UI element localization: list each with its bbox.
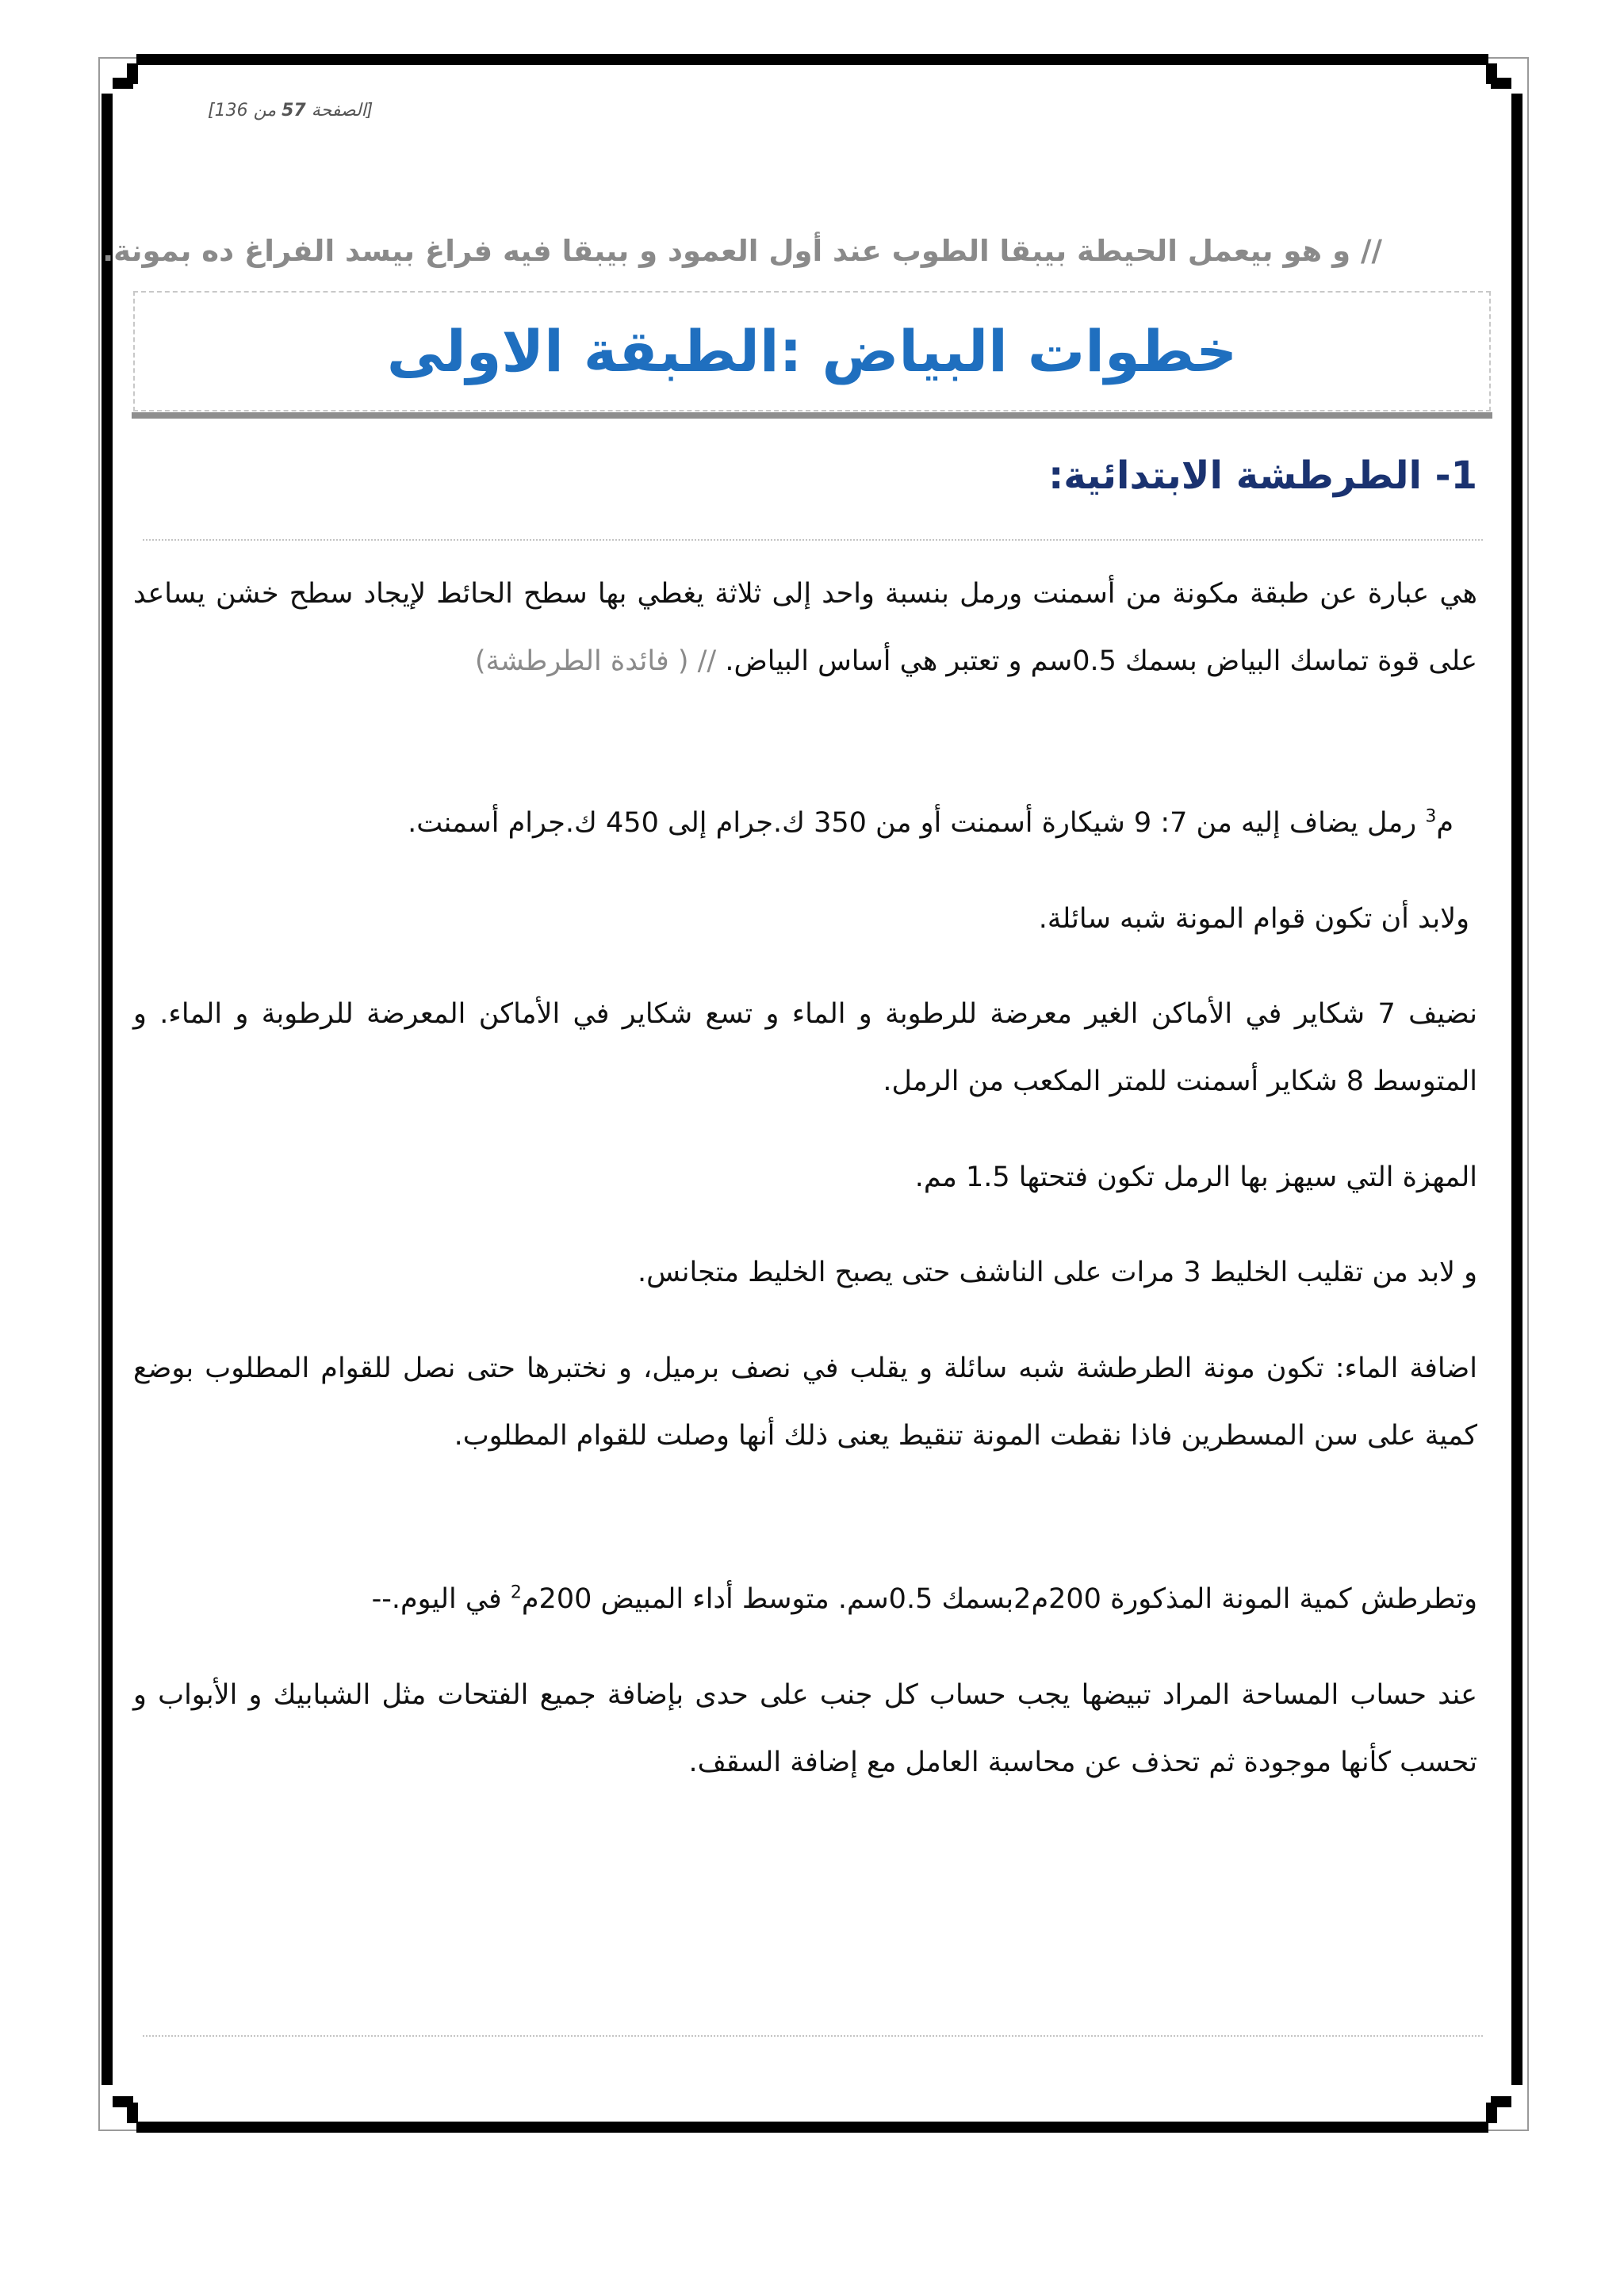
paragraph-mixing: و لابد من تقليب الخليط 3 مرات على الناشف حتى يصبح الخليط متجانس. [637,1257,1477,1288]
mix-exponent: 3 [1425,806,1437,827]
paragraph-mix-ratio [109,790,1454,857]
paragraph-bag-count: نضيف 7 شكاير في الأماكن الغير معرضة للرطوبة و الماء و تسع شكاير في الأماكن المعرضة للرطوبة و الماء. و المتوسط 8 شكاير أسمنت للمتر المكعب من الرمل. [133,998,1477,1097]
page-header-suffix: ] [208,101,215,121]
corner-ornament-tl-2 [113,78,133,89]
paragraph-adding-water: اضافة الماء: تكون مونة الطرطشة شبه سائلة و يقلب في نصف برميل، و نختبرها حتى نصل للقوام المطلوب بوضع كمية على سن المسطرين فاذا نقطت المونة تنقيط يعنى ذلك أنها وصلت للقوام المطلوب. [133,1353,1477,1452]
paragraph-area-calculation: عند حساب المساحة المراد تبيضها يجب حساب كل جنب على حدى بإضافة جميع الفتحات مثل الشبابيك و الأبواب و تحسب كأنها موجودة ثم تحذف عن محاسبة العامل مع إضافة السقف. [133,1679,1477,1778]
total-pages: 136 [214,101,248,121]
page-number-header [208,101,398,121]
page-header-middle: من [247,101,282,121]
page-title: خطوات البياض :الطبقة الاولى [386,318,1238,385]
corner-ornament-tr-2 [1491,78,1511,89]
page-number: 57 [282,101,306,121]
definition-text: هي عبارة عن طبقة مكونة من أسمنت ورمل بنسبة واحد إلى ثلاثة يغطي بها سطح الحائط لإيجاد سطح خشن يساعد على قوة تماسك البياض بسمك 0.5سم و تعتبر هي أساس البياض. [133,578,1477,677]
corner-ornament-br-2 [1491,2096,1511,2107]
title-box [133,291,1491,411]
output-exponent: 2 [510,1582,522,1603]
paragraph-sieve: المهزة التي سيهز بها الرمل تكون فتحتها 1.5 مم. [914,1161,1477,1193]
page-header-prefix: [الصفحة [305,101,373,121]
paragraph-consistency: ولابد أن تكون قوام المونة شبه سائلة. [1038,903,1469,935]
section-divider [143,539,1483,541]
definition-note: // ( فائدة الطرطشة) [474,645,726,677]
title-underline [132,412,1492,419]
section-heading: 1- الطرطشة الابتدائية: [1048,453,1477,498]
corner-ornament-bl-2 [113,2096,133,2107]
page-border-bottom [136,2122,1488,2133]
footer-divider [143,2035,1483,2037]
mix-text: رمل يضاف إليه من 7: 9 شيكارة أسمنت أو من 350 ك.جرام إلى 450 ك.جرام أسمنت. [408,807,1426,839]
page-border-top [136,54,1488,65]
output-text-end: في اليوم.-- [371,1583,511,1615]
intro-note: // و هو بيعمل الحيطة بيبقا الطوب عند أول العمود و بيبقا فيه فراغ بيسد الفراغ ده بمونة. [102,234,1382,268]
output-text-start: وتطرطش كمية المونة المذكورة 200م2بسمك 0.5سم. متوسط أداء المبيض 200م [521,1583,1477,1615]
paragraph-definition [133,561,1477,695]
page-border-left [102,94,113,2085]
paragraph-daily-output [133,1566,1477,1633]
mix-unit: م [1436,807,1454,839]
page-border-right [1511,94,1522,2085]
